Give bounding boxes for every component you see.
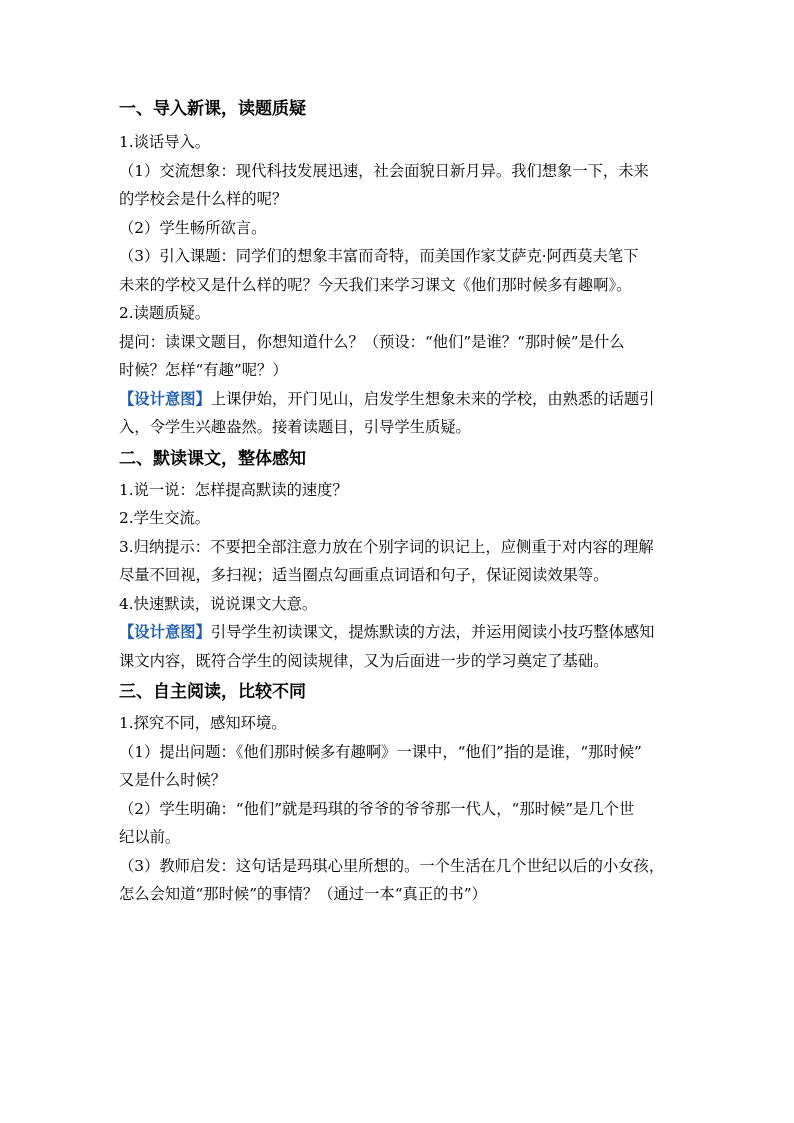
paragraph-line: 1.谈话导入。 [119, 133, 211, 151]
section-heading: 二、默读课文，整体感知 [119, 448, 306, 469]
paragraph-line: 尽量不回视，多扫视；适当圈点勾画重点词语和句子，保证阅读效果等。 [119, 566, 609, 584]
paragraph-line: 纪以前。 [119, 828, 181, 846]
paragraph-line: 1.探究不同，感知环境。 [119, 714, 287, 732]
paragraph-line: 未来的学校又是什么样的呢？今天我们来学习课文《他们那时候多有趣啊》。 [119, 275, 632, 294]
paragraph-line: （1）交流想象：现代科技发展迅速，社会面貌日新月异。我们想象一下，未来 [119, 161, 649, 180]
paragraph-line: 2.读题质疑。 [119, 304, 211, 322]
document-page [119, 94, 677, 909]
paragraph-line: （2）学生畅所欲言。 [119, 218, 267, 237]
section-heading: 一、导入新课，读题质疑 [119, 99, 306, 119]
paragraph-line: 提问：读课文题目，你想知道什么？（预设：“他们”是谁？“那时候”是什么 [119, 332, 625, 351]
design-intent-text: 引导学生初读课文，提炼默读的方法，并运用阅读小技巧整体感知 [210, 623, 655, 641]
paragraph-line: （1）提出问题：《他们那时候多有趣啊》一课中，“他们”指的是谁，“那时候” [119, 742, 642, 761]
design-intent-line [119, 618, 677, 647]
design-intent-label: 【设计意图】 [119, 623, 211, 641]
paragraph-line: 2.学生交流。 [119, 509, 211, 527]
design-intent-text: 上课伊始，开门见山，启发学生想象未来的学校，由熟悉的话题引 [210, 389, 655, 408]
paragraph-line: （2）学生明确：“他们”就是玛琪的爷爷的爷爷那一代人，“那时候”是几个世 [119, 799, 635, 818]
paragraph-line: 4.快速默读，说说课文大意。 [119, 594, 318, 613]
paragraph-line: 怎么会知道“那时候”的事情？（通过一本“真正的书”） [119, 885, 487, 903]
design-intent-line: 入，令学生兴趣盎然。接着读题目，引导学生质疑。 [119, 418, 471, 436]
design-intent-line: 课文内容，既符合学生的阅读规律，又为后面进一步的学习奠定了基础。 [119, 651, 609, 670]
design-intent-label: 【设计意图】 [119, 389, 211, 408]
paragraph-line: 时候？怎样“有趣”呢？） [119, 361, 288, 379]
paragraph-line: 1.说一说：怎样提高默读的速度？ [119, 480, 348, 499]
design-intent-line [119, 385, 677, 414]
paragraph-line: （3）引入课题：同学们的想象丰富而奇特，而美国作家艾萨克·阿西莫夫笔下 [119, 247, 639, 265]
paragraph-line: 又是什么时候？ [119, 771, 227, 789]
paragraph-line: 3.归纳提示：不要把全部注意力放在个别字词的识记上，应侧重于对内容的理解 [119, 537, 654, 556]
section-heading: 三、自主阅读，比较不同 [119, 682, 306, 702]
paragraph-line: （3）教师启发：这句话是玛琪心里所想的。一个生活在几个世纪以后的小女孩， [119, 856, 665, 875]
paragraph-line: 的学校会是什么样的呢？ [119, 190, 288, 208]
